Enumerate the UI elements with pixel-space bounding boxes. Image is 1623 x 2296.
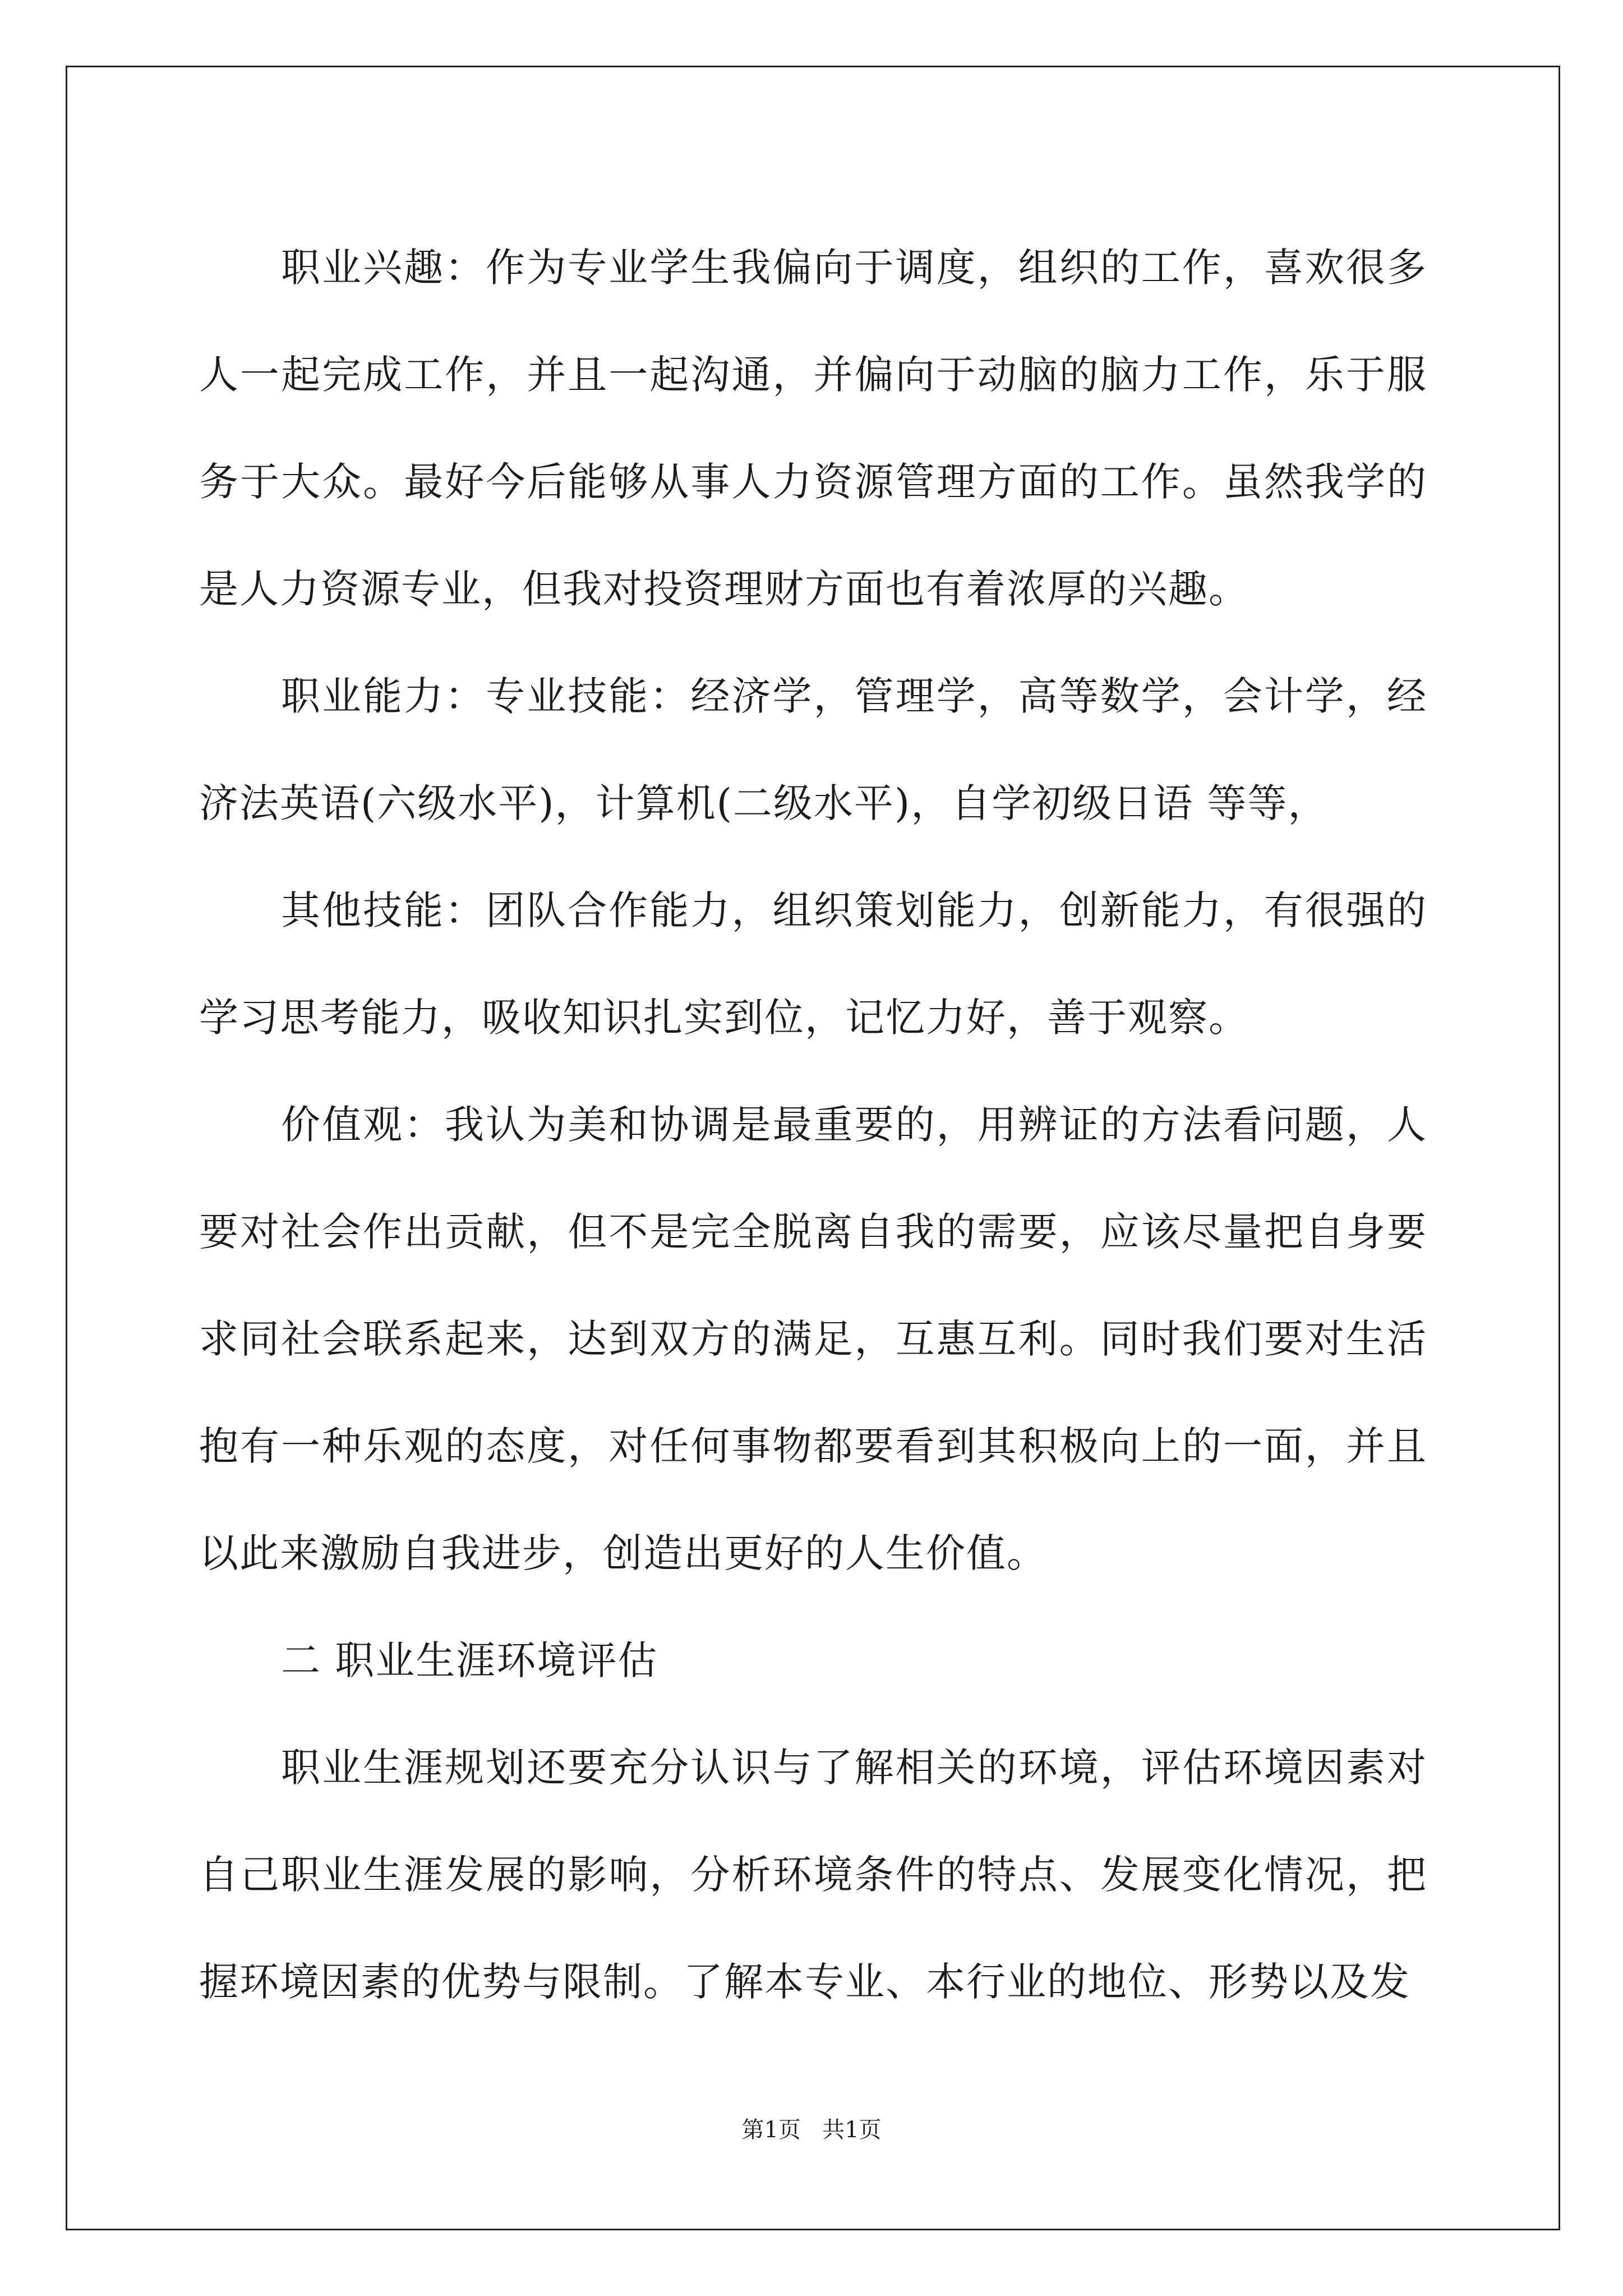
page-total: 共1页 (822, 2117, 882, 2143)
page-number: 第1页 (741, 2117, 801, 2143)
paragraph-career-ability: 职业能力：专业技能：经济学，管理学，高等数学，会计学，经济法英语(六级水平)，计算机(二级水平)，自学初级日语 等等， (199, 673, 1427, 826)
section-heading-environment: 二 职业生涯环境评估 (281, 1637, 658, 1683)
paragraph-other-skills: 其他技能：团队合作能力，组织策划能力，创新能力，有很强的学习思考能力，吸收知识扎实到位，记忆力好，善于观察。 (199, 887, 1427, 1041)
paragraph-career-interest: 职业兴趣：作为专业学生我偏向于调度，组织的工作，喜欢很多人一起完成工作，并且一起沟通，并偏向于动脑的脑力工作，乐于服务于大众。最好今后能够从事人力资源管理方面的工作。虽然我学的是人力资源专业，但我对投资理财方面也有着浓厚的兴趣。 (199, 245, 1427, 612)
document-body (199, 214, 1427, 2036)
paragraph-values: 价值观：我认为美和协调是最重要的，用辨证的方法看问题，人要对社会作出贡献，但不是完全脱离自我的需要，应该尽量把自身要求同社会联系起来，达到双方的满足，互惠互利。同时我们要对生活抱有一种乐观的态度，对任何事物都要看到其积极向上的一面，并且以此来激励自我进步，创造出更好的人生价值。 (199, 1102, 1427, 1576)
paragraph-environment: 职业生涯规划还要充分认识与了解相关的环境，评估环境因素对自己职业生涯发展的影响，分析环境条件的特点、发展变化情况，把握环境因素的优势与限制。了解本专业、本行业的地位、形势以及发 (199, 1745, 1427, 2005)
page-footer (0, 2112, 1623, 2144)
